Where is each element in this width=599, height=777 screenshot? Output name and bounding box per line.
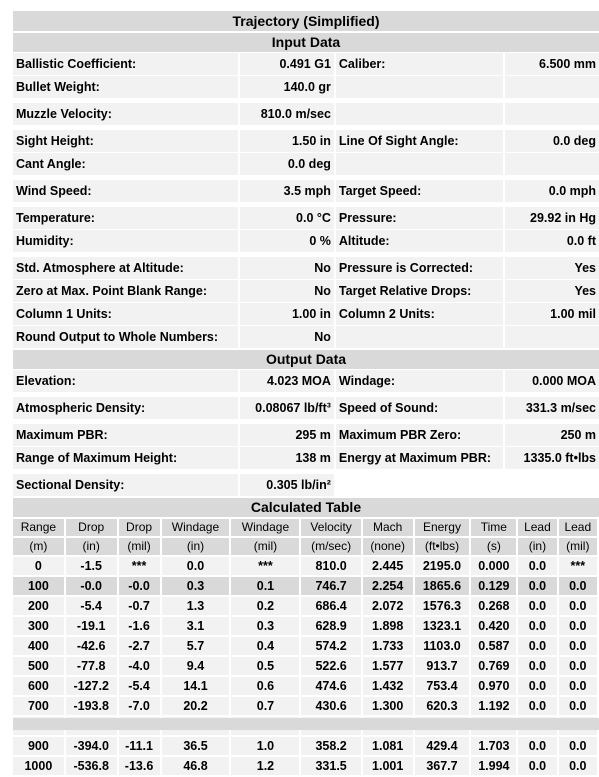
field-value: 138 m: [240, 447, 334, 469]
table-cell: 0.0: [559, 737, 597, 755]
table-header-names: [13, 519, 597, 536]
field-label: Temperature:: [13, 207, 238, 229]
column-header: Time: [471, 519, 516, 536]
table-cell: -536.8: [66, 757, 117, 775]
table-cell: 0.0: [559, 657, 597, 675]
table-cell: -7.0: [119, 697, 160, 715]
table-cell: 0.5: [231, 657, 299, 675]
field-label: Std. Atmosphere at Altitude:: [13, 257, 238, 279]
input-data-header: Input Data: [13, 33, 599, 52]
row-gap: [13, 98, 599, 102]
table-cell: 628.9: [301, 617, 360, 635]
data-row: [13, 303, 599, 325]
table-cell: 0.769: [471, 657, 516, 675]
table-cell: 913.7: [415, 657, 470, 675]
table-cell: -0.7: [119, 597, 160, 615]
table-cell: 810.0: [301, 557, 360, 575]
table-cell: 574.2: [301, 637, 360, 655]
column-header: Lead: [518, 519, 556, 536]
field-value: 1.00 mil: [505, 303, 599, 325]
table-cell: 429.4: [415, 737, 470, 755]
table-cell: 0.0: [559, 677, 597, 695]
column-unit: (s): [471, 538, 516, 555]
table-cell: 620.3: [415, 697, 470, 715]
field-value: 0.0 ft: [505, 230, 599, 252]
field-value: [505, 76, 599, 98]
field-label: Pressure is Corrected:: [336, 257, 503, 279]
table-cell: 2.254: [363, 577, 413, 595]
field-value: No: [240, 257, 334, 279]
field-label: Windage:: [336, 370, 503, 392]
field-label: Wind Speed:: [13, 180, 238, 202]
field-value: Yes: [505, 257, 599, 279]
table-row: [13, 617, 597, 635]
field-value: 0.491 G1: [240, 53, 334, 75]
field-label: [336, 76, 503, 98]
row-gap: [13, 419, 599, 423]
field-label: Line Of Sight Angle:: [336, 130, 503, 152]
field-value: 0.000 MOA: [505, 370, 599, 392]
field-label: [336, 474, 503, 496]
column-header: Windage: [162, 519, 230, 536]
field-label: [336, 153, 503, 175]
field-value: 140.0 gr: [240, 76, 334, 98]
table-cell: 0.0: [518, 577, 556, 595]
table-cell: -5.4: [119, 677, 160, 695]
field-value: No: [240, 280, 334, 302]
table-cell: 0.0: [518, 697, 556, 715]
table-cell: 0.0: [559, 637, 597, 655]
table-cell: 2195.0: [415, 557, 470, 575]
table-cell: -77.8: [66, 657, 117, 675]
field-value: 250 m: [505, 424, 599, 446]
field-value: 4.023 MOA: [240, 370, 334, 392]
table-cell: 0.0: [559, 597, 597, 615]
table-cell: 14.1: [162, 677, 230, 695]
table-cell: 1.703: [471, 737, 516, 755]
table-cell: 522.6: [301, 657, 360, 675]
table-cell: -0.0: [66, 577, 117, 595]
table-cell: 0.3: [231, 617, 299, 635]
table-cell: -2.7: [119, 637, 160, 655]
table-cell: 1.081: [363, 737, 413, 755]
table-cell: 0.0: [518, 657, 556, 675]
field-label: Bullet Weight:: [13, 76, 238, 98]
field-label: Maximum PBR:: [13, 424, 238, 446]
field-label: Sight Height:: [13, 130, 238, 152]
field-value: 0.0 °C: [240, 207, 334, 229]
field-value: 1.00 in: [240, 303, 334, 325]
table-cell: -4.0: [119, 657, 160, 675]
table-row: [13, 657, 597, 675]
column-unit: (m): [13, 538, 64, 555]
table-cell: 1.300: [363, 697, 413, 715]
table-cell: 0: [13, 557, 64, 575]
table-body: [13, 557, 597, 775]
field-label: Speed of Sound:: [336, 397, 503, 419]
row-gap: [13, 175, 599, 179]
field-value: [505, 103, 599, 125]
table-cell: 746.7: [301, 577, 360, 595]
field-label: [336, 103, 503, 125]
table-cell: 1.577: [363, 657, 413, 675]
table-cell: 0.0: [518, 597, 556, 615]
table-cell: 1103.0: [415, 637, 470, 655]
output-data-header: Output Data: [13, 350, 599, 369]
column-unit: (mil): [119, 538, 160, 555]
table-cell: 1.192: [471, 697, 516, 715]
column-header: Energy: [415, 519, 470, 536]
field-value: 331.3 m/sec: [505, 397, 599, 419]
field-value: 0 %: [240, 230, 334, 252]
field-label: Zero at Max. Point Blank Range:: [13, 280, 238, 302]
table-cell: 400: [13, 637, 64, 655]
column-header: Velocity: [301, 519, 360, 536]
table-cell: 474.6: [301, 677, 360, 695]
table-cell: 5.7: [162, 637, 230, 655]
table-cell: 500: [13, 657, 64, 675]
table-cell: 300: [13, 617, 64, 635]
table-cell: 0.0: [518, 557, 556, 575]
table-cell: 1000: [13, 757, 64, 775]
data-row: [13, 280, 599, 302]
column-header: Windage: [231, 519, 299, 536]
data-row: [13, 370, 599, 392]
column-header: Mach: [363, 519, 413, 536]
table-cell: 0.0: [518, 677, 556, 695]
table-row: [13, 757, 597, 775]
calculated-table: [11, 517, 599, 777]
row-gap: [13, 252, 599, 256]
table-cell: 9.4: [162, 657, 230, 675]
table-cell: 2.445: [363, 557, 413, 575]
field-label: Column 2 Units:: [336, 303, 503, 325]
table-row: [13, 677, 597, 695]
table-cell: 0.000: [471, 557, 516, 575]
table-cell: -0.0: [119, 577, 160, 595]
table-cell: 331.5: [301, 757, 360, 775]
field-value: 0.0 deg: [240, 153, 334, 175]
table-cell: 100: [13, 577, 64, 595]
trajectory-panel: [13, 11, 599, 777]
row-gap: [13, 469, 599, 473]
table-cell: 600: [13, 677, 64, 695]
row-gap: [13, 202, 599, 206]
column-header: Drop: [119, 519, 160, 536]
table-header-units: [13, 538, 597, 555]
table-cell: 367.7: [415, 757, 470, 775]
field-value: 0.0 mph: [505, 180, 599, 202]
field-value: 29.92 in Hg: [505, 207, 599, 229]
table-cell: 753.4: [415, 677, 470, 695]
table-cell: 1323.1: [415, 617, 470, 635]
table-cell: 0.0: [162, 557, 230, 575]
data-row: [13, 130, 599, 152]
column-unit: (mil): [559, 538, 597, 555]
field-value: 6.500 mm: [505, 53, 599, 75]
table-cell: 1576.3: [415, 597, 470, 615]
table-cell: 430.6: [301, 697, 360, 715]
calculated-table-header: Calculated Table: [13, 498, 599, 517]
table-cell: 0.129: [471, 577, 516, 595]
field-label: Muzzle Velocity:: [13, 103, 238, 125]
table-cell: 0.0: [518, 737, 556, 755]
table-cell: -42.6: [66, 637, 117, 655]
table-cell: 3.1: [162, 617, 230, 635]
table-cell: 700: [13, 697, 64, 715]
field-value: 1335.0 ft•lbs: [505, 447, 599, 469]
field-label: Caliber:: [336, 53, 503, 75]
table-cell: 1.432: [363, 677, 413, 695]
table-cell: -5.4: [66, 597, 117, 615]
data-row: [13, 474, 599, 496]
table-cell: 0.0: [518, 617, 556, 635]
data-row: [13, 397, 599, 419]
data-row: [13, 447, 599, 469]
field-label: Round Output to Whole Numbers:: [13, 326, 238, 348]
field-value: 810.0 m/sec: [240, 103, 334, 125]
data-row: [13, 257, 599, 279]
data-row: [13, 153, 599, 175]
table-cell: -13.6: [119, 757, 160, 775]
table-cell: -1.6: [119, 617, 160, 635]
table-cell: 0.4: [231, 637, 299, 655]
field-label: Atmospheric Density:: [13, 397, 238, 419]
table-cell: 900: [13, 737, 64, 755]
table-cell: 358.2: [301, 737, 360, 755]
table-row: [13, 597, 597, 615]
table-cell: ***: [119, 557, 160, 575]
field-value: 0.0 deg: [505, 130, 599, 152]
field-value: Yes: [505, 280, 599, 302]
field-label: Column 1 Units:: [13, 303, 238, 325]
field-label: Range of Maximum Height:: [13, 447, 238, 469]
field-label: [336, 326, 503, 348]
table-row: [13, 737, 597, 755]
table-cell: 1.2: [231, 757, 299, 775]
field-label: Energy at Maximum PBR:: [336, 447, 503, 469]
data-row: [13, 76, 599, 98]
field-value: 0.305 lb/in²: [240, 474, 334, 496]
table-cell: 1.3: [162, 597, 230, 615]
field-value: [505, 153, 599, 175]
column-unit: (in): [162, 538, 230, 555]
table-cell: 0.1: [231, 577, 299, 595]
data-row: [13, 103, 599, 125]
data-row: [13, 180, 599, 202]
footer-band: [13, 718, 599, 730]
field-label: Elevation:: [13, 370, 238, 392]
table-cell: ***: [559, 557, 597, 575]
table-cell: 1.898: [363, 617, 413, 635]
data-row: [13, 53, 599, 75]
data-row: [13, 326, 599, 348]
table-cell: 2.072: [363, 597, 413, 615]
table-cell: 0.0: [518, 757, 556, 775]
table-cell: -193.8: [66, 697, 117, 715]
table-cell: 0.420: [471, 617, 516, 635]
field-label: Target Speed:: [336, 180, 503, 202]
table-cell: 1.0: [231, 737, 299, 755]
table-cell: 0.7: [231, 697, 299, 715]
table-cell: -1.5: [66, 557, 117, 575]
data-row: [13, 424, 599, 446]
output-data-section: [13, 370, 599, 496]
field-label: Cant Angle:: [13, 153, 238, 175]
column-unit: (m/sec): [301, 538, 360, 555]
table-cell: 0.0: [518, 637, 556, 655]
table-cell: 0.587: [471, 637, 516, 655]
row-gap: [13, 392, 599, 396]
field-value: 1.50 in: [240, 130, 334, 152]
row-gap: [13, 125, 599, 129]
table-cell: 0.0: [559, 697, 597, 715]
table-cell: 0.0: [559, 577, 597, 595]
table-cell: -19.1: [66, 617, 117, 635]
page-title: Trajectory (Simplified): [13, 11, 599, 31]
field-label: Humidity:: [13, 230, 238, 252]
table-cell: 0.0: [559, 757, 597, 775]
table-cell: 1.994: [471, 757, 516, 775]
table-cell: 0.2: [231, 597, 299, 615]
table-cell: 0.0: [559, 617, 597, 635]
table-row: [13, 577, 597, 595]
table-cell: 686.4: [301, 597, 360, 615]
field-value: [505, 474, 599, 496]
column-unit: (in): [66, 538, 117, 555]
table-cell: -394.0: [66, 737, 117, 755]
table-row: [13, 557, 597, 575]
table-cell: ***: [231, 557, 299, 575]
field-value: 295 m: [240, 424, 334, 446]
table-cell: 36.5: [162, 737, 230, 755]
column-unit: (ft•lbs): [415, 538, 470, 555]
column-header: Lead: [559, 519, 597, 536]
column-header: Drop: [66, 519, 117, 536]
table-cell: -127.2: [66, 677, 117, 695]
column-unit: (in): [518, 538, 556, 555]
field-value: 3.5 mph: [240, 180, 334, 202]
field-label: Altitude:: [336, 230, 503, 252]
field-value: No: [240, 326, 334, 348]
table-cell: 200: [13, 597, 64, 615]
table-row: [13, 637, 597, 655]
table-cell: 20.2: [162, 697, 230, 715]
table-cell: -11.1: [119, 737, 160, 755]
table-cell: 0.6: [231, 677, 299, 695]
field-value: [505, 326, 599, 348]
data-row: [13, 207, 599, 229]
field-label: Target Relative Drops:: [336, 280, 503, 302]
column-unit: (none): [363, 538, 413, 555]
table-cell: 46.8: [162, 757, 230, 775]
table-cell: 1.001: [363, 757, 413, 775]
field-label: Maximum PBR Zero:: [336, 424, 503, 446]
column-unit: (mil): [231, 538, 299, 555]
table-cell: 1.733: [363, 637, 413, 655]
data-row: [13, 230, 599, 252]
input-data-section: [13, 53, 599, 348]
table-cell: 0.970: [471, 677, 516, 695]
column-header: Range: [13, 519, 64, 536]
field-label: Pressure:: [336, 207, 503, 229]
table-cell: 0.268: [471, 597, 516, 615]
field-label: Ballistic Coefficient:: [13, 53, 238, 75]
field-label: Sectional Density:: [13, 474, 238, 496]
field-value: 0.08067 lb/ft³: [240, 397, 334, 419]
table-row: [13, 697, 597, 715]
table-cell: 1865.6: [415, 577, 470, 595]
table-cell: 0.3: [162, 577, 230, 595]
